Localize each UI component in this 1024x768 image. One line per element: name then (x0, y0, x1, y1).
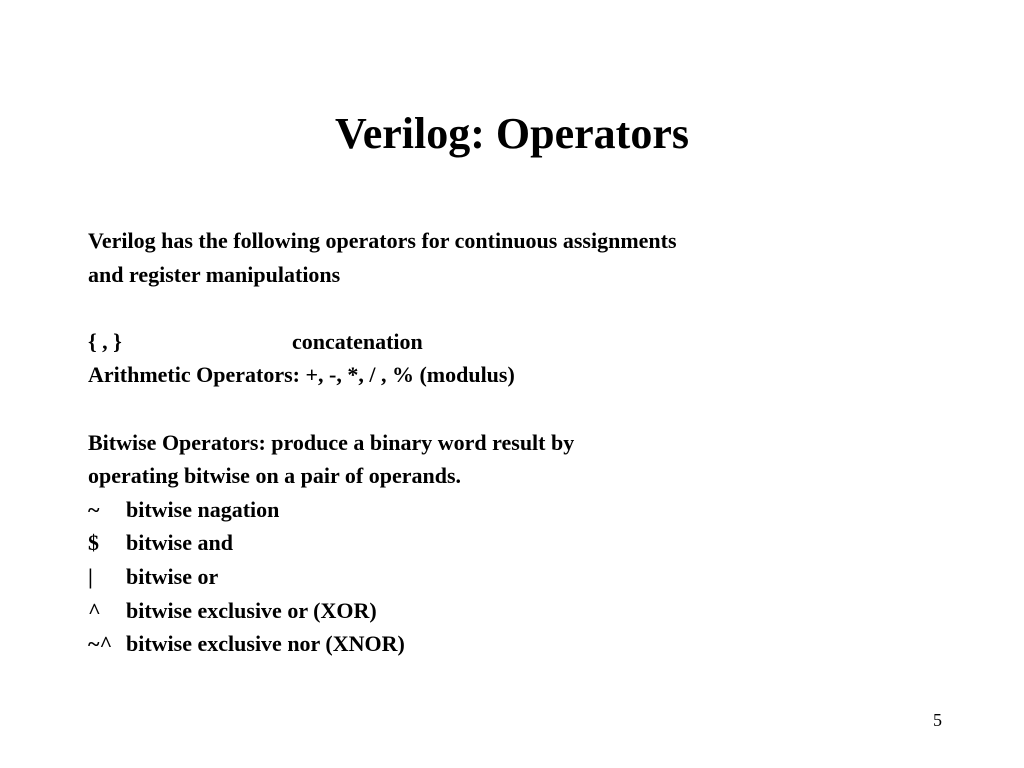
operator-description: bitwise exclusive nor (XNOR) (126, 631, 405, 657)
spacer (88, 392, 677, 426)
concatenation-term: { , } (88, 328, 122, 354)
operator-description: bitwise exclusive or (XOR) (126, 597, 377, 623)
operator-description: bitwise and (126, 530, 233, 556)
spacer (88, 291, 677, 325)
concatenation-row (88, 325, 677, 359)
operator-description: bitwise nagation (126, 496, 280, 522)
intro-line-2: and register manipulations (88, 261, 341, 287)
operator-symbol: $ (88, 530, 99, 556)
arithmetic-operators-line: Arithmetic Operators: +, -, *, / , % (modulus) (88, 362, 515, 388)
bitwise-operator-row (88, 594, 677, 628)
bitwise-intro-line-1: Bitwise Operators: produce a binary word result by (88, 429, 575, 455)
operator-symbol: ^ (88, 597, 101, 623)
operator-symbol: ~ (88, 496, 100, 522)
bitwise-intro-line-2: operating bitwise on a pair of operands. (88, 463, 462, 489)
operator-symbol: | (88, 563, 93, 589)
slide-body (88, 224, 677, 661)
concatenation-description: concatenation (292, 328, 423, 354)
intro-line-1: Verilog has the following operators for continuous assignments (88, 228, 677, 253)
operator-symbol: ~^ (88, 631, 113, 657)
bitwise-operator-row (88, 627, 677, 661)
bitwise-operator-row (88, 526, 677, 560)
slide-title: Verilog: Operators (335, 109, 689, 158)
bitwise-operator-row (88, 560, 677, 594)
page-number: 5 (933, 710, 942, 730)
bitwise-operator-row (88, 493, 677, 527)
operator-description: bitwise or (126, 563, 219, 589)
